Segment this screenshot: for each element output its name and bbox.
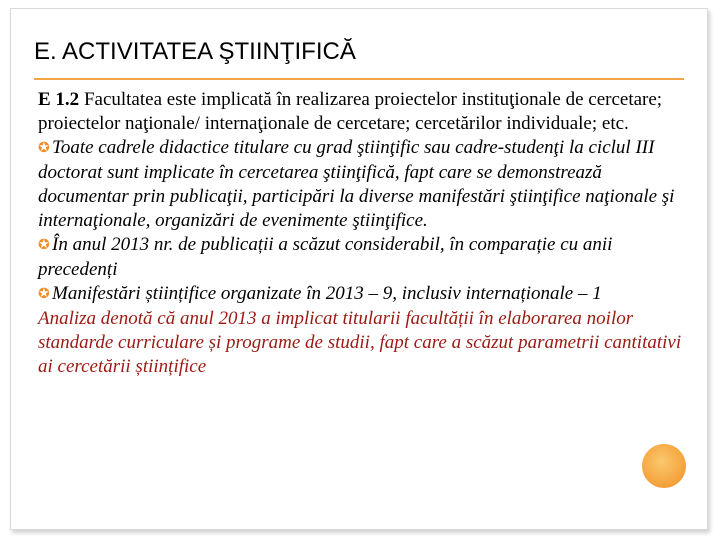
- bullet-item-1: [38, 136, 688, 233]
- orange-ring-bullet-icon: ✪: [38, 287, 50, 302]
- bullet-item-text: Toate cadrele didactice titulare cu grad ştiinţific sau cadre-studenţi la ciclul III doctorat sunt implicate în cercetarea ştiinţifică, fapt care se demonstrează documentar prin publicaţii, participări la diverse manifestări ştiinţifice naţionale şi internaţionale, organizări de evenimente ştiinţifice.: [38, 137, 675, 231]
- intro-paragraph: [38, 88, 688, 136]
- title-underline: [34, 78, 684, 80]
- slide-title: E. ACTIVITATEA ŞTIINŢIFICĂ: [34, 38, 356, 65]
- intro-text: Facultatea este implicată în realizarea proiectelor instituţionale de cercetare; proiectelor naţionale/ internaţionale de cercetare; cercetărilor individuale; etc.: [38, 89, 663, 134]
- decorative-orange-circle: [642, 444, 686, 488]
- bullet-item-3: [38, 282, 688, 307]
- bullet-item-text: În anul 2013 nr. de publicații a scăzut considerabil, în comparație cu anii precedenți: [38, 234, 613, 280]
- intro-code: E 1.2: [38, 89, 80, 110]
- orange-ring-bullet-icon: ✪: [38, 238, 50, 253]
- bullet-item-2: [38, 233, 688, 282]
- conclusion-paragraph: Analiza denotă că anul 2013 a implicat titularii facultății în elaborarea noilor standarde curriculare și programe de studii, fapt care a scăzut parametrii cantitativi ai cercetării științifice: [38, 308, 682, 377]
- slide-content: [38, 88, 688, 379]
- orange-ring-bullet-icon: ✪: [38, 141, 50, 156]
- bullet-item-text: Manifestări științifice organizate în 2013 – 9, inclusiv internaționale – 1: [52, 283, 602, 304]
